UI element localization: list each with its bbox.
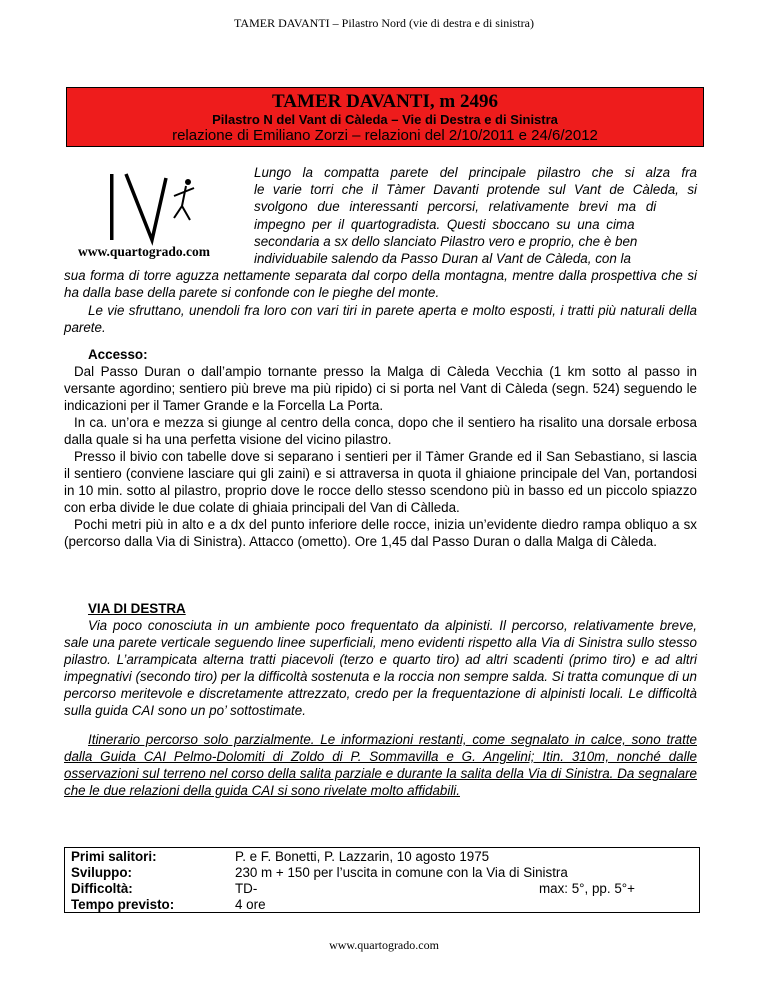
intro-line: svolgono due interessanti percorsi, relativamente brevi ma di: [254, 199, 657, 215]
development-value: 230 m + 150 per l’uscita in comune con la Via di Sinistra: [235, 865, 568, 880]
difficulty-value: TD-: [235, 881, 258, 896]
time-label: Tempo previsto: [71, 897, 170, 912]
report-credits: relazione di Emiliano Zorzi – relazioni del 2/10/2011 e 24/6/2012: [172, 127, 598, 144]
access-section: [64, 346, 697, 550]
access-p4: Pochi metri più in alto e a dx del punto inferiore delle rocce, inizia un’evidente diedro rampa obliquo a sx (percorso dalla Via di Sinistra). Attacco (ometto). Ore 1,45 dal Passo Duran o dalla Malga di Càleda.: [64, 517, 697, 549]
first-ascent-label: Primi salitori: [71, 849, 153, 864]
title-banner: [66, 87, 704, 147]
page-subtitle: Pilastro N del Vant di Càleda – Vie di Destra e di Sinistra: [212, 112, 558, 127]
intro-line: impegno per il quartogradista. Questi sboccano su una cima: [254, 216, 635, 232]
development-label: Sviluppo: [71, 865, 128, 880]
via-description: Via poco conosciuta in un ambiente poco frequentato da alpinisti. Il percorso, relativamente breve, sale una parete verticale seguendo linee superficiali, meno evidenti rispetto alla Via di Sinistra sullo stesso pilastro. L’arrampicata alterna tratti piacevoli (terzo e quarto tiro) ad altri scadenti (primo tiro) e ad altri impegnativi (secondo tiro) per la difficoltà sostenuta e la roccia non sempre salda. Si tratta comunque di un percorso meritevole e discretamente attrezzato, credo per la frequentazione di alpinisti locali. Le difficoltà sulla guida CAI sono un po’ sottostimate.: [64, 618, 697, 718]
intro-line: secondaria a sx dello slanciato Pilastro vero e proprio, che è ben: [254, 233, 638, 249]
page-header: TAMER DAVANTI – Pilastro Nord (vie di destra e di sinistra): [234, 16, 534, 30]
intro-rest: sua forma di torre aguzza nettamente separata dal corpo della montagna, mentre dalla prospettiva che si ha dalla base della parete si confonde con le pieghe del monte.: [64, 268, 697, 301]
intro-paragraph: [64, 164, 697, 336]
intro-line: le varie torri che il Tàmer Davanti protende sul Vant de Càleda, si: [254, 182, 697, 198]
access-p1: Dal Passo Duran o dall’ampio tornante presso la Malga di Càleda Vecchia (1 km sotto al passo in versante agordino; sentiero più breve ma più ripido) ci si porta nel Vant di Càleda (segn. 524) seguendo le indicazioni per il Tamer Grande e la Forcella La Porta.: [64, 364, 697, 413]
page-footer: www.quartogrado.com: [329, 938, 439, 952]
via-section: [64, 600, 697, 799]
difficulty-label: Difficoltà: [71, 881, 129, 896]
access-p3: Presso il bivio con tabelle dove si separano i sentieri per il Tàmer Grande ed il San Sebastiano, si lascia il sentiero (conviene lasciare qui gli zaini) e si attraversa in quota il ghiaione principale del Van, portandosi in 10 min. sotto al pilastro, proprio dove le rocce dello stesso scendono più in basso ed un piccolo spiazzo con erba divide le due colate di ghiaia principali del Van di Càlleda.: [64, 449, 697, 515]
access-heading: Accesso:: [88, 347, 148, 362]
page-title: TAMER DAVANTI, m 2496: [272, 91, 498, 112]
first-ascent-value: P. e F. Bonetti, P. Lazzarin, 10 agosto 1975: [235, 849, 490, 864]
intro-p2: Le vie sfruttano, unendoli fra loro con vari tiri in parete aperta e molto esposti, i tratti più naturali della parete.: [64, 302, 697, 335]
access-p2: In ca. un’ora e mezza si giunge al centro della conca, dopo che il sentiero ha risalito una dorsale erbosa dalla quale si ha una perfetta visione del vicino pilastro.: [64, 415, 697, 447]
logo-url: www.quartogrado.com: [78, 244, 210, 259]
time-value: 4 ore: [235, 897, 266, 912]
via-heading: VIA DI DESTRA: [88, 601, 186, 616]
intro-line: Lungo la compatta parete del principale pilastro che si alza fra: [254, 165, 697, 180]
intro-line: individuabile salendo da Passo Duran al Vant de Càleda, con la: [254, 251, 631, 267]
route-info-box: Primi salitori: P. e F. Bonetti, P. Lazzarin, 10 agosto 1975 Sviluppo: 230 m + 150 per l’uscita in comune con la Via di Sinistra Difficoltà: TD- max: 5°, pp. 5°+ Tempo previsto: 4 ore: [64, 847, 700, 913]
via-note: Itinerario percorso solo parzialmente. Le informazioni restanti, come segnalato in calce, sono tratte dalla Guida CAI Pelmo-Dolomiti di Zoldo di P. Sommavilla e G. Angelini; Itin. 310m, nonché dalle osservazioni sul terreno nel corso della salita parziale e durante la salita della Via di Sinistra. Da segnalare che le due relazioni della guida CAI si sono rivelate molto affidabili.: [64, 732, 697, 798]
difficulty-max: max: 5°, pp. 5°+: [539, 881, 635, 896]
